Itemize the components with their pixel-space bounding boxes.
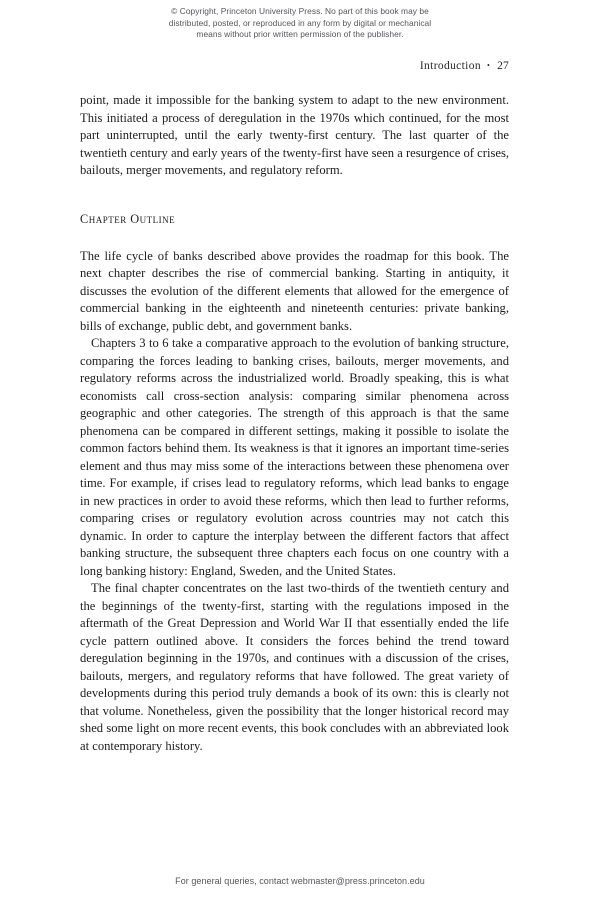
section-heading-chapter-outline: Chapter Outline <box>80 211 176 226</box>
spacer-above-heading <box>80 180 509 211</box>
paragraph-continued: point, made it impossible for the banking system to adapt to the new environment. This initiated a process of deregulation in the 1970s which continued, for the most part uninterrupted, until the early twenty-first century. The last quarter of the twentieth century and early years of the twenty-first have seen a resurgence of crises, bailouts, merger movements, and regulatory reform. <box>80 93 509 177</box>
paragraph-comparative-approach: Chapters 3 to 6 take a comparative approach to the evolution of banking structure, comparing the forces leading to banking crises, bailouts, merger movements, and regulatory reforms across the industrialized world. Broadly speaking, this is what economists call cross-section analysis: comparing similar phenomena across geographic and other categories. The strength of this approach is that the same phenomena can be compared in different settings, making it possible to isolate the common factors behind them. Its weakness is that it ignores an important time-series element and thus may miss some of the interactions between these phenomena over time. For example, if crises lead to regulatory reforms, which lead banks to engage in new practices in order to avoid these reforms, which then lead to further reforms, comparing crises or regulatory evolution across countries may not catch this dynamic. In order to capture the interplay between the different factors that affect banking structure, the subsequent three chapters each focus on one country with a long banking history: England, Sweden, and the United States. <box>80 336 509 578</box>
copyright-line-3: means without prior written permission of the publisher. <box>196 29 404 40</box>
bullet-separator-icon: • <box>486 60 491 70</box>
copyright-notice <box>0 6 600 41</box>
paragraph-roadmap: The life cycle of banks described above provides the roadmap for this book. The next chapter describes the rise of commercial banking. Starting in antiquity, it discusses the evolution of the different elements that allowed for the emergence of commercial banking in the eighteenth and nineteenth centuries: private banking, bills of exchange, public debt, and government banks. <box>80 248 509 333</box>
copyright-line-2: distributed, posted, or reproduced in any form by digital or mechanical <box>168 17 432 28</box>
spacer-below-heading <box>80 227 509 248</box>
paragraph-final-chapter: The final chapter concentrates on the last two-thirds of the twentieth century and the beginnings of the twenty-first, starting with the regulations imposed in the aftermath of the Great Depression and World War II that essentially ended the life cycle pattern outlined above. It considers the forces behind the trend toward deregulation beginning in the 1970s, and continues with a discussion of the crises, bailouts, mergers, and regulatory reforms that have followed. The great variety of developments during this period truly demands a book of its own: this is clearly not that volume. Nonetheless, given the possibility that the longer historical record may shed some light on more recent events, this book concludes with an abbreviated look at contemporary history. <box>80 581 509 753</box>
running-head <box>80 60 509 72</box>
page-footer: For general queries, contact webmaster@press.princeton.edu <box>175 876 425 886</box>
running-head-title: Introduction <box>419 60 481 72</box>
page-number: 27 <box>497 60 509 72</box>
copyright-line-1: © Copyright, Princeton University Press. No part of this book may be <box>171 6 429 16</box>
text-column <box>80 92 509 755</box>
